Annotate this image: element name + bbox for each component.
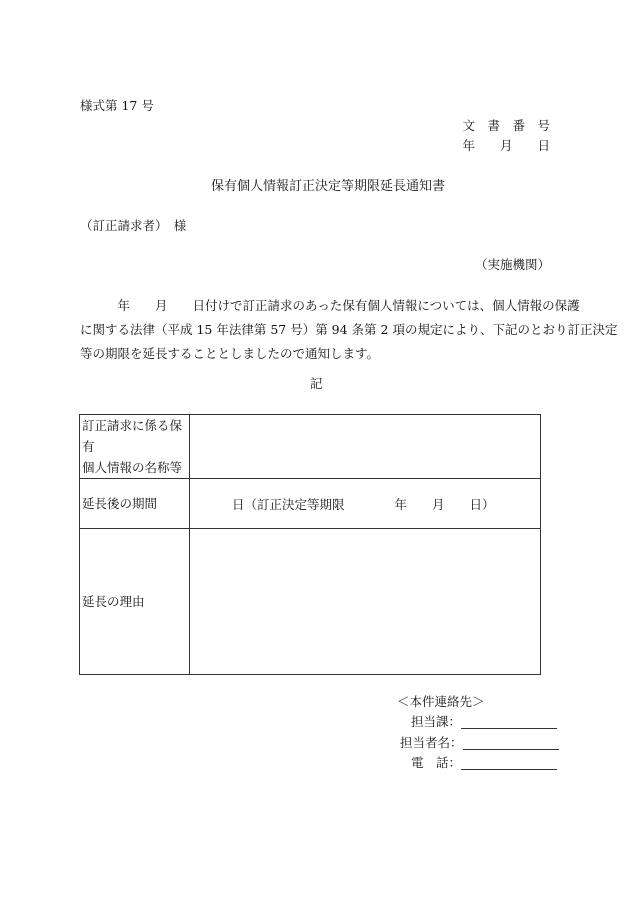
addressee: （訂正請求者） 様 [80,218,187,233]
extension-period-value[interactable]: 日（訂正決定等期限 年 月 日） [190,479,541,529]
date-label: 年 月 日 [462,138,550,153]
record-table [79,414,541,675]
contact-person-label: 担当者名： [400,735,463,750]
extension-period-label: 延長後の期間 [80,479,190,529]
contact-dept-label: 担当課： [411,714,462,729]
ki-heading: 記 [310,376,323,391]
table-row [80,479,541,529]
issuer: （実施機関） [474,257,550,272]
info-name-label [80,415,190,479]
contact-heading: ＜本件連絡先＞ [397,694,485,709]
contact-person-line[interactable] [463,735,559,750]
document-title: 保有個人情報訂正決定等期限延長通知書 [211,179,446,194]
extension-reason-label: 延長の理由 [80,529,190,675]
body-line: 等の期限を延長することとしましたので通知します。 [80,346,380,361]
extension-reason-value[interactable] [190,529,541,675]
contact-phone-row [411,755,557,770]
body-line: 年 月 日付けで訂正請求のあった保有個人情報については、個人情報の保護 [80,298,580,313]
info-name-value[interactable] [190,415,541,479]
contact-dept-row [411,714,557,729]
contact-phone-label: 電 話： [411,755,462,770]
body-paragraph [80,294,618,366]
table-row [80,529,541,675]
document-number-label: 文 書 番 号 [462,118,550,133]
contact-dept-line[interactable] [461,714,557,729]
contact-person-row [400,735,559,750]
info-name-label-line2: 個人情報の名称等 [82,460,183,475]
info-name-label-line1: 訂正請求に係る保有 [82,418,183,454]
form-number: 様式第 17 号 [80,98,154,113]
body-line: に関する法律（平成 15 年法律第 57 号）第 94 条第 2 項の規定により、下記のとおり訂正決定 [80,322,618,337]
table-row [80,415,541,479]
contact-phone-line[interactable] [461,755,557,770]
